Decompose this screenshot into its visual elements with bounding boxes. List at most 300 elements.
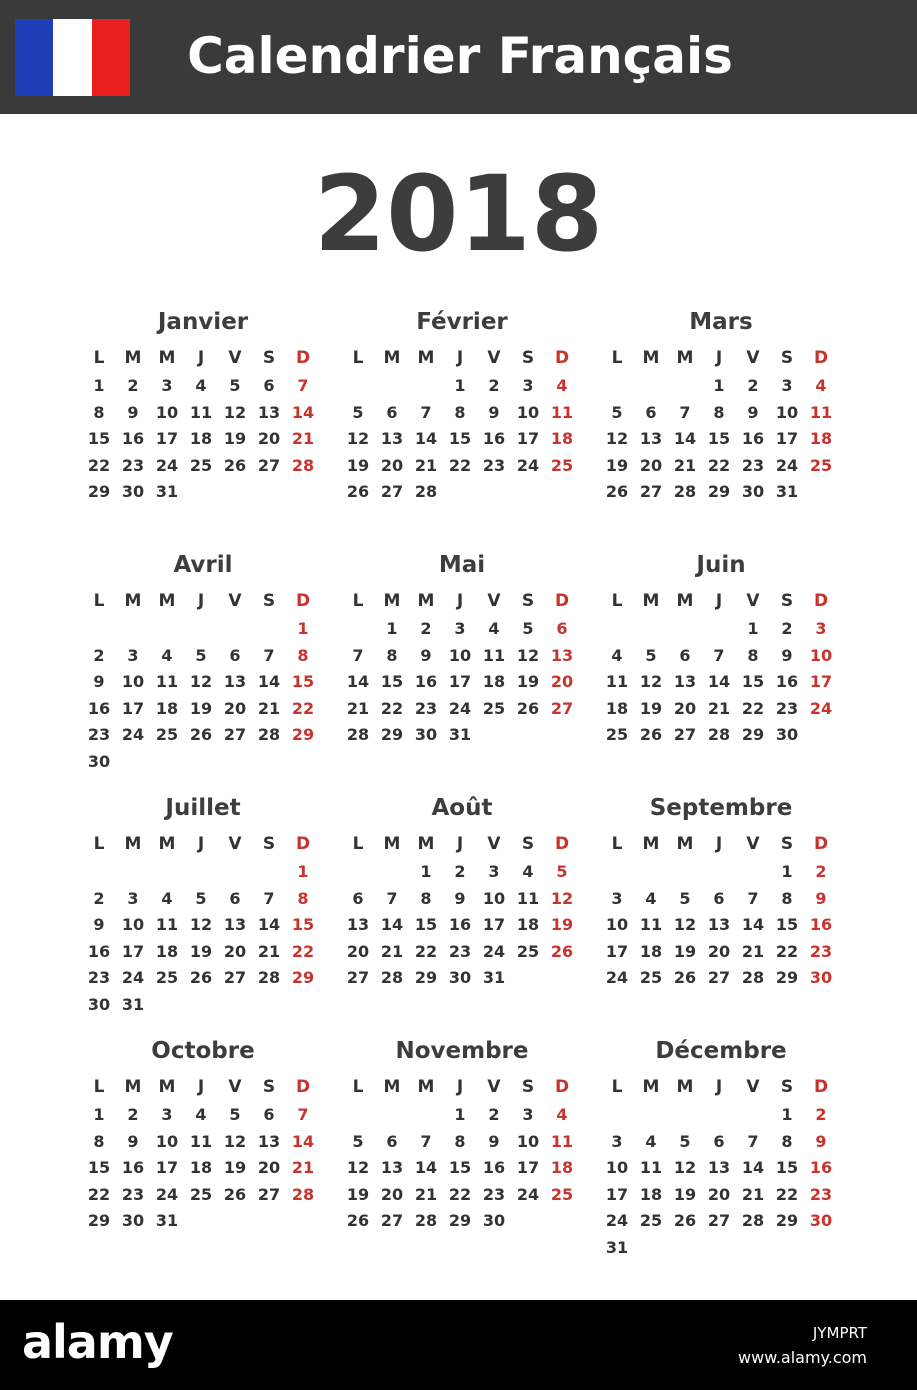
day-date: 2 (747, 376, 759, 395)
weekday-label: L (352, 834, 364, 854)
day-date: 25 (639, 1211, 663, 1231)
week-row (82, 669, 324, 696)
day-date: 26 (223, 455, 247, 475)
day-date: 3 (522, 1105, 534, 1124)
day-date: 5 (195, 888, 207, 908)
day-date: 20 (257, 429, 281, 449)
day-date (375, 859, 409, 886)
day-date: 7 (263, 645, 275, 665)
day-date: 13 (380, 429, 404, 449)
day-date: 25 (155, 725, 179, 745)
day-date: 27 (223, 725, 247, 745)
week-row (600, 1208, 842, 1235)
week-row (600, 1182, 842, 1209)
day-date: 21 (741, 1184, 765, 1204)
day-date: 20 (223, 941, 247, 961)
month-name: Août (431, 795, 493, 821)
month-name: Octobre (151, 1038, 255, 1064)
day-date: 5 (645, 645, 657, 665)
day-date: 23 (121, 455, 145, 475)
day-date: 23 (414, 698, 438, 718)
week-row (600, 669, 842, 696)
day-date: 1 (454, 1105, 466, 1124)
weekday-label: M (417, 834, 435, 854)
day-date (218, 479, 252, 506)
day-date: 3 (454, 619, 466, 638)
day-date: 10 (121, 915, 145, 935)
week-row (341, 453, 583, 480)
weekday-label: S (780, 1077, 794, 1097)
day-date: 3 (161, 376, 173, 395)
day-date: 21 (673, 455, 697, 475)
day-date: 31 (605, 1237, 629, 1257)
day-date: 28 (346, 725, 370, 745)
day-date: 20 (707, 1184, 731, 1204)
day-date: 5 (195, 645, 207, 665)
day-date: 17 (448, 672, 472, 692)
day-date: 13 (639, 429, 663, 449)
day-date: 3 (127, 645, 139, 665)
day-date: 1 (93, 376, 105, 395)
month-name: Décembre (655, 1038, 787, 1064)
month-block (82, 548, 324, 776)
day-date: 14 (673, 429, 697, 449)
day-date: 9 (420, 645, 432, 665)
day-date: 12 (516, 645, 540, 665)
sunday-date: 9 (815, 888, 827, 908)
day-date: 11 (605, 672, 629, 692)
day-date: 17 (155, 1158, 179, 1178)
day-date (150, 859, 184, 886)
day-date: 22 (741, 698, 765, 718)
day-date: 27 (707, 968, 731, 988)
day-date: 21 (380, 941, 404, 961)
day-date: 5 (522, 619, 534, 638)
day-date: 3 (781, 376, 793, 395)
day-date: 16 (482, 429, 506, 449)
weekday-label: J (456, 834, 464, 854)
day-date (634, 1235, 668, 1262)
day-date: 3 (161, 1105, 173, 1124)
day-date: 14 (380, 915, 404, 935)
day-date: 11 (155, 915, 179, 935)
day-date: 13 (257, 402, 281, 422)
week-row (600, 1235, 842, 1262)
day-date: 17 (121, 698, 145, 718)
day-date: 13 (707, 915, 731, 935)
week-row (600, 1102, 842, 1129)
day-date: 25 (189, 1184, 213, 1204)
weekday-header-row (341, 343, 583, 373)
day-date: 12 (346, 1158, 370, 1178)
week-row (82, 965, 324, 992)
day-date: 3 (611, 1131, 623, 1151)
day-date: 30 (414, 725, 438, 745)
day-date: 10 (605, 915, 629, 935)
weekday-label: J (197, 591, 205, 611)
day-date (218, 859, 252, 886)
day-date: 9 (488, 1131, 500, 1151)
day-date: 14 (707, 672, 731, 692)
header-title: Calendrier Français (187, 27, 733, 85)
day-date: 20 (639, 455, 663, 475)
week-row (82, 453, 324, 480)
day-date: 18 (639, 1184, 663, 1204)
month-block (600, 548, 842, 749)
week-row (82, 992, 324, 1019)
day-date: 7 (420, 1131, 432, 1151)
weekday-label: L (352, 348, 364, 368)
day-date: 22 (87, 1184, 111, 1204)
weekday-label: M (158, 834, 176, 854)
day-date: 23 (121, 1184, 145, 1204)
day-date: 29 (775, 968, 799, 988)
weekday-label: M (417, 1077, 435, 1097)
weekday-label: J (456, 591, 464, 611)
day-date: 18 (155, 698, 179, 718)
weekday-label: M (383, 591, 401, 611)
day-date: 30 (448, 968, 472, 988)
sunday-date: 26 (550, 941, 574, 961)
day-date: 27 (257, 1184, 281, 1204)
day-date (443, 479, 477, 506)
week-row (82, 696, 324, 723)
day-date (252, 616, 286, 643)
day-date (184, 616, 218, 643)
day-date: 10 (516, 402, 540, 422)
weekday-label: M (676, 348, 694, 368)
day-date: 15 (741, 672, 765, 692)
day-date: 16 (482, 1158, 506, 1178)
month-name: Janvier (157, 309, 249, 335)
day-date: 28 (414, 1211, 438, 1231)
day-date: 22 (414, 941, 438, 961)
day-date: 24 (155, 1184, 179, 1204)
day-date (341, 1102, 375, 1129)
weekday-label: S (780, 834, 794, 854)
day-date: 30 (741, 482, 765, 502)
month-name: Mai (438, 552, 486, 578)
weekday-label: L (93, 591, 105, 611)
day-date: 23 (87, 725, 111, 745)
day-date: 2 (93, 888, 105, 908)
day-date (341, 859, 375, 886)
day-date: 1 (93, 1105, 105, 1124)
day-date: 20 (707, 941, 731, 961)
day-date: 2 (127, 1105, 139, 1124)
weekday-label: J (715, 591, 723, 611)
day-date: 14 (741, 915, 765, 935)
week-row (82, 479, 324, 506)
day-date: 24 (516, 455, 540, 475)
weekday-label: M (383, 1077, 401, 1097)
week-row (341, 696, 583, 723)
sunday-date: 2 (815, 1105, 827, 1124)
day-date: 22 (707, 455, 731, 475)
weekday-header-row (341, 829, 583, 859)
day-date: 14 (741, 1158, 765, 1178)
day-date: 25 (189, 455, 213, 475)
sunday-date: 23 (809, 941, 833, 961)
day-date: 10 (605, 1158, 629, 1178)
day-date: 29 (414, 968, 438, 988)
day-date: 21 (741, 941, 765, 961)
day-date: 27 (223, 968, 247, 988)
day-date: 5 (679, 1131, 691, 1151)
day-date: 7 (420, 402, 432, 422)
day-date: 29 (775, 1211, 799, 1231)
month-name: Juin (696, 552, 746, 578)
day-date: 13 (257, 1131, 281, 1151)
week-row (341, 643, 583, 670)
day-date: 26 (346, 1211, 370, 1231)
weekday-label: D (554, 1077, 570, 1097)
day-date: 18 (189, 1158, 213, 1178)
weekday-label: L (611, 348, 623, 368)
weekday-label: L (93, 834, 105, 854)
week-row (82, 1129, 324, 1156)
weekday-header-row (600, 1072, 842, 1102)
day-date: 6 (386, 1131, 398, 1151)
day-date (634, 373, 668, 400)
week-row (82, 400, 324, 427)
day-date: 31 (448, 725, 472, 745)
weekday-header-row (600, 829, 842, 859)
day-date (218, 616, 252, 643)
day-date (409, 373, 443, 400)
week-row (82, 1155, 324, 1182)
day-date: 1 (386, 619, 398, 638)
day-date: 11 (639, 915, 663, 935)
weekday-label: D (554, 834, 570, 854)
day-date (702, 1102, 736, 1129)
weekday-label: D (295, 834, 311, 854)
day-date: 19 (673, 1184, 697, 1204)
sunday-date: 27 (550, 698, 574, 718)
month-name: Mars (689, 309, 753, 335)
day-date: 23 (775, 698, 799, 718)
day-date: 28 (257, 968, 281, 988)
sunday-date: 10 (809, 645, 833, 665)
day-date: 23 (741, 455, 765, 475)
week-row (341, 1102, 583, 1129)
week-row (600, 1129, 842, 1156)
weekday-label: L (352, 1077, 364, 1097)
week-row (82, 939, 324, 966)
day-date (184, 479, 218, 506)
day-date: 15 (414, 915, 438, 935)
week-row (82, 373, 324, 400)
weekday-header-row (82, 1072, 324, 1102)
day-date: 15 (775, 915, 799, 935)
week-row (341, 722, 583, 749)
day-date: 7 (386, 888, 398, 908)
day-date (150, 992, 184, 1019)
sunday-date (804, 479, 838, 506)
month-block (341, 1034, 583, 1235)
weekday-label: J (715, 1077, 723, 1097)
sunday-date: 15 (291, 915, 315, 935)
day-date: 13 (673, 672, 697, 692)
sunday-date: 3 (815, 619, 827, 638)
day-date: 8 (781, 1131, 793, 1151)
weekday-header-row (82, 586, 324, 616)
sunday-date: 16 (809, 915, 833, 935)
week-row (82, 859, 324, 886)
day-date: 21 (414, 1184, 438, 1204)
day-date: 13 (223, 672, 247, 692)
day-date (668, 1102, 702, 1129)
day-date (82, 859, 116, 886)
day-date: 2 (488, 1105, 500, 1124)
weekday-label: V (487, 591, 501, 611)
weekday-label: J (456, 1077, 464, 1097)
day-date (736, 1235, 770, 1262)
day-date (702, 859, 736, 886)
footer-bar (0, 1300, 917, 1390)
sunday-date (286, 992, 320, 1019)
day-date (736, 1102, 770, 1129)
day-date: 30 (87, 994, 111, 1014)
day-date: 14 (414, 1158, 438, 1178)
day-date (82, 616, 116, 643)
day-date (252, 859, 286, 886)
day-date: 3 (522, 376, 534, 395)
day-date: 30 (87, 751, 111, 771)
day-date: 18 (189, 429, 213, 449)
day-date: 20 (257, 1158, 281, 1178)
day-date: 10 (448, 645, 472, 665)
day-date (702, 1235, 736, 1262)
day-date: 18 (482, 672, 506, 692)
weekday-label: V (746, 591, 760, 611)
day-date: 15 (448, 1158, 472, 1178)
day-date: 29 (380, 725, 404, 745)
day-date: 13 (707, 1158, 731, 1178)
day-date: 4 (611, 645, 623, 665)
day-date (341, 616, 375, 643)
sunday-date: 6 (556, 619, 568, 638)
day-date: 20 (380, 455, 404, 475)
day-date: 13 (223, 915, 247, 935)
day-date: 8 (454, 1131, 466, 1151)
weekday-label: M (124, 1077, 142, 1097)
weekday-label: M (676, 834, 694, 854)
month-block (341, 548, 583, 749)
day-date (116, 616, 150, 643)
day-date: 31 (155, 1211, 179, 1231)
day-date (341, 373, 375, 400)
day-date: 4 (161, 645, 173, 665)
sunday-date: 9 (815, 1131, 827, 1151)
day-date (668, 373, 702, 400)
day-date: 28 (741, 968, 765, 988)
day-date: 1 (747, 619, 759, 638)
day-date (511, 479, 545, 506)
day-date: 19 (189, 698, 213, 718)
day-date: 10 (775, 402, 799, 422)
day-date: 5 (352, 402, 364, 422)
weekday-label: S (780, 591, 794, 611)
weekday-label: D (813, 591, 829, 611)
day-date: 2 (127, 376, 139, 395)
day-date: 6 (229, 645, 241, 665)
day-date: 8 (386, 645, 398, 665)
day-date: 25 (605, 725, 629, 745)
sunday-date: 7 (297, 1105, 309, 1124)
day-date: 17 (775, 429, 799, 449)
day-date: 1 (781, 862, 793, 881)
day-date: 24 (605, 968, 629, 988)
day-date (477, 722, 511, 749)
week-row (341, 479, 583, 506)
month-name: Avril (173, 552, 233, 578)
weekday-label: V (746, 834, 760, 854)
weekday-label: M (417, 348, 435, 368)
day-date: 7 (679, 402, 691, 422)
day-date: 27 (346, 968, 370, 988)
weekday-label: L (611, 1077, 623, 1097)
day-date: 12 (189, 672, 213, 692)
day-date: 22 (448, 455, 472, 475)
day-date: 12 (189, 915, 213, 935)
day-date: 5 (229, 1105, 241, 1124)
day-date: 23 (448, 941, 472, 961)
day-date (736, 859, 770, 886)
weekday-label: V (487, 1077, 501, 1097)
day-date: 18 (605, 698, 629, 718)
weekday-header-row (341, 586, 583, 616)
day-date: 7 (713, 645, 725, 665)
french-flag-icon (15, 19, 130, 96)
sunday-date: 14 (291, 402, 315, 422)
sunday-date: 24 (809, 698, 833, 718)
day-date: 16 (741, 429, 765, 449)
day-date (477, 479, 511, 506)
day-date: 29 (707, 482, 731, 502)
day-date: 15 (87, 1158, 111, 1178)
weekday-label: M (417, 591, 435, 611)
weekday-label: S (262, 348, 276, 368)
day-date: 9 (93, 672, 105, 692)
weekday-label: V (746, 348, 760, 368)
week-row (341, 1155, 583, 1182)
day-date: 28 (741, 1211, 765, 1231)
weekday-header-row (82, 343, 324, 373)
day-date: 8 (93, 402, 105, 422)
week-row (82, 1102, 324, 1129)
sunday-date: 25 (550, 455, 574, 475)
weekday-label: D (295, 348, 311, 368)
weekday-label: S (262, 1077, 276, 1097)
day-date: 8 (93, 1131, 105, 1151)
day-date: 3 (127, 888, 139, 908)
day-date: 21 (257, 941, 281, 961)
weekday-header-row (341, 1072, 583, 1102)
day-date (668, 616, 702, 643)
footer-url: www.alamy.com (738, 1348, 867, 1367)
week-row (82, 912, 324, 939)
weekday-label: M (158, 591, 176, 611)
day-date: 24 (121, 968, 145, 988)
header-bar (0, 0, 917, 114)
day-date: 21 (346, 698, 370, 718)
week-row (600, 426, 842, 453)
day-date: 10 (155, 402, 179, 422)
day-date (600, 373, 634, 400)
day-date: 20 (346, 941, 370, 961)
day-date: 12 (346, 429, 370, 449)
